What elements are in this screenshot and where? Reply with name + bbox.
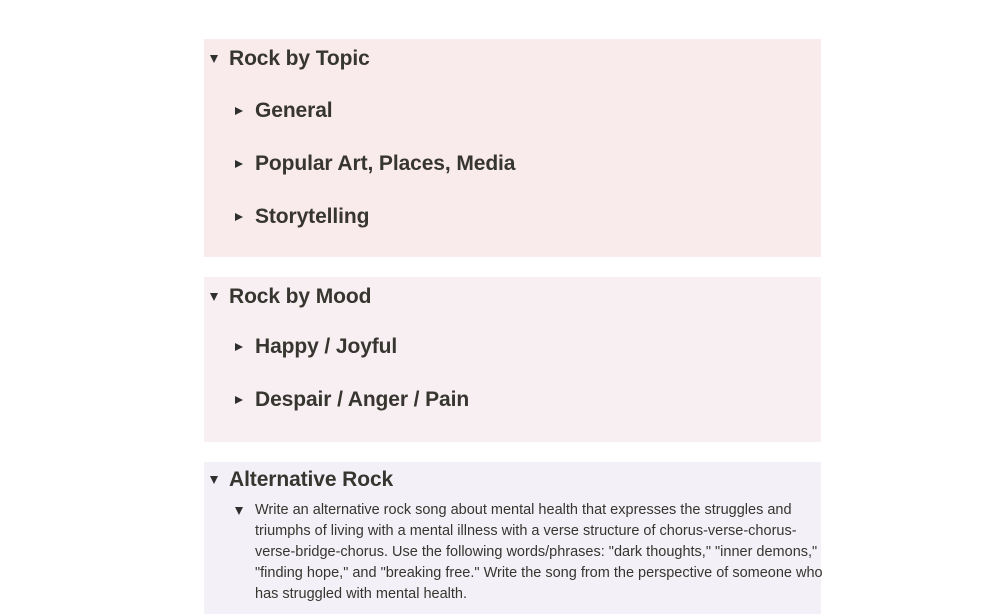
toggle-alternative-rock[interactable] — [210, 468, 393, 492]
triangle-down-icon[interactable] — [210, 293, 218, 301]
toggle-happy-joyful[interactable] — [235, 335, 397, 359]
toggle-label: Storytelling — [255, 205, 370, 228]
prompt-text: Write an alternative rock song about mental health that expresses the struggles and triumphs of living with a mental illness with a verse structure of chorus-verse-chorus-verse-bridge-chorus. Use the following words/phrases: "dark thoughts," "inner demons," "finding hope," and "breaking free." Write the song from the perspective of someone who has struggled with mental health. — [255, 502, 823, 602]
toggle-label: Popular Art, Places, Media — [255, 152, 516, 175]
triangle-right-icon[interactable] — [235, 213, 243, 221]
section-title: Rock by Topic — [229, 47, 370, 70]
toggle-label: General — [255, 99, 333, 122]
toggle-label: Happy / Joyful — [255, 335, 398, 358]
toggle-label: Despair / Anger / Pain — [255, 388, 470, 411]
triangle-down-icon[interactable] — [210, 476, 218, 484]
triangle-down-icon[interactable] — [210, 55, 218, 63]
triangle-right-icon[interactable] — [235, 396, 243, 404]
triangle-down-icon[interactable] — [235, 507, 243, 515]
triangle-right-icon[interactable] — [235, 343, 243, 351]
toggle-rock-by-topic[interactable] — [210, 47, 370, 71]
toggle-storytelling[interactable] — [235, 205, 369, 229]
callout-rock-by-mood — [204, 277, 821, 442]
toggle-general[interactable] — [235, 99, 333, 123]
toggle-popular-art[interactable] — [235, 152, 515, 176]
triangle-right-icon[interactable] — [235, 160, 243, 168]
callout-rock-by-topic — [204, 39, 821, 257]
triangle-right-icon[interactable] — [235, 107, 243, 115]
section-title: Rock by Mood — [229, 285, 372, 308]
section-title: Alternative Rock — [229, 468, 394, 491]
toggle-despair-anger-pain[interactable] — [235, 388, 469, 412]
toggle-rock-by-mood[interactable] — [210, 285, 371, 309]
callout-alternative-rock — [204, 462, 821, 614]
